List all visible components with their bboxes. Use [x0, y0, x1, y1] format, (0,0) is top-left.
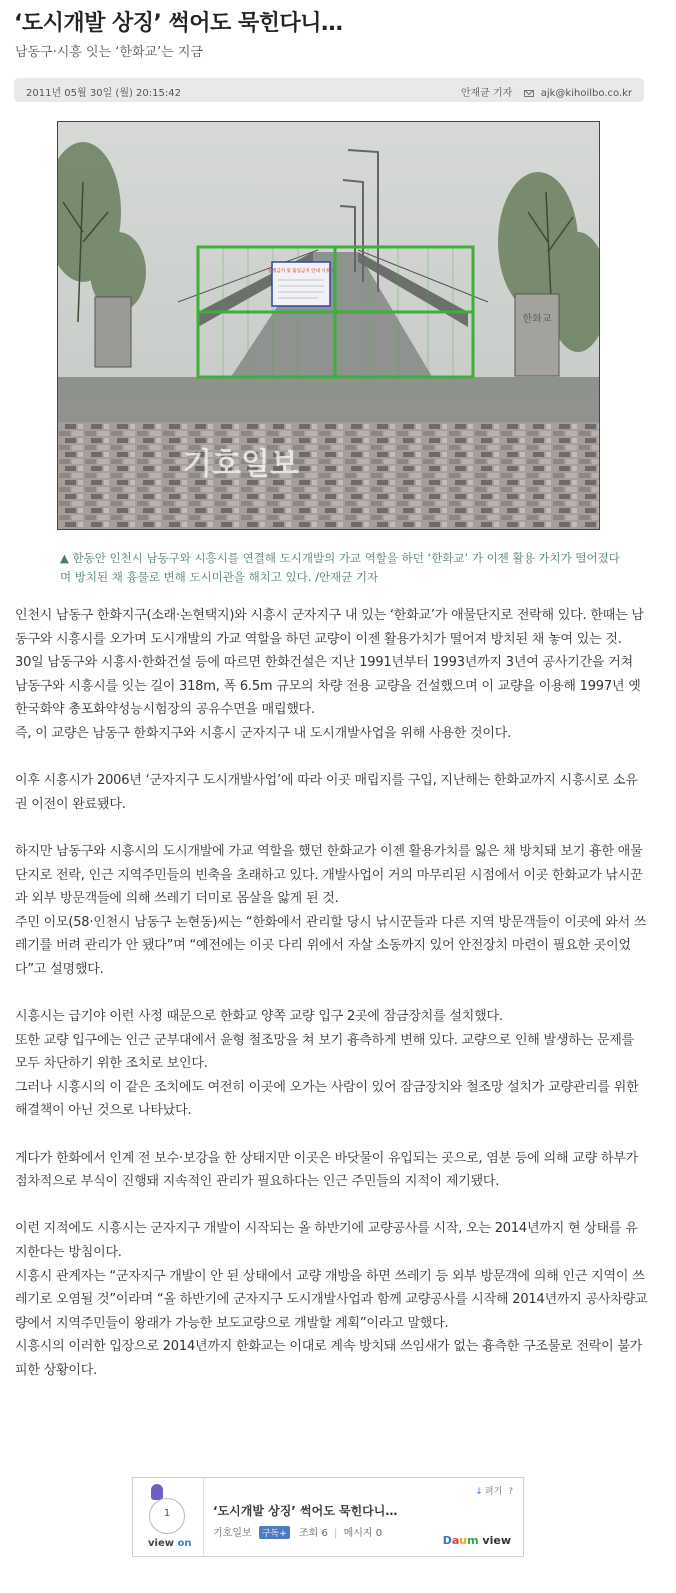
help-icon[interactable]: ?: [508, 1487, 513, 1497]
logo-letter: m: [467, 1534, 479, 1547]
view-on-label: [148, 1538, 191, 1549]
article-paragraph: 하지만 남동구와 시흥시의 도시개발에 가교 역할을 했던 한화교가 이젠 활용가치를 잃은 채 방치돼 보기 흉한 애물단지로 전락, 인근 지역주민들의 빈축을 초래하고 있다. 개발사업이 거의 마무리된 시점에서 이곳 한화교가 낚시꾼과 외부 방문객들에 의해 쓰레기 더미로 몸살을 앓게 된 것. 주민 이모(58·인천시 남동구 논현동)씨는 “한화에서 관리할 당시 낚시꾼들과 다른 지역 방문객들이 이곳에 와서 쓰레기를 버려 관리가 안 됐다”며 “예전에는 이곳 다리 위에서 자살 소동까지 있어 안전장치 마련이 필요한 곳이었다”고 설명했다.: [15, 843, 647, 977]
photo-caption: ▲ 한동안 인천시 남동구와 시흥시를 연결해 도시개발의 가교 역할을 하던 ‘한화교’ 가 이젠 활용 가치가 떨어졌다며 방치된 채 흉물로 변해 도시미관을 해치고 있다. /안재균 기자: [60, 551, 620, 584]
fold-label: 펴기: [484, 1487, 503, 1497]
daum-view-title[interactable]: ‘도시개발 상징’ 썩어도 묵힌다니…: [213, 1504, 398, 1518]
article-paragraph: 이런 지적에도 시흥시는 군자지구 개발이 시작되는 올 하반기에 교량공사를 시작, 오는 2014년까지 현 상태를 유지한다는 방침이다. 시흥시 관계자는 “군자지구 개발이 안 된 상태에서 교량 개방을 하면 쓰레기 등 외부 방문객에 의해 인근 지역이 쓰레기로 오염될 것”이라며 “올 하반기에 군자지구 도시개발사업과 함께 교량공사를 시작해 2014년까지 공사차량교량에서 지역주민들이 왕래가 가능한 보도교량으로 개발할 계획”이라고 말했다. 시흥시의 이러한 입장으로 2014년까지 한화교는 이대로 계속 방치돼 쓰임새가 없는 흉측한 구조물로 전락이 불가피한 상황이다.: [15, 1221, 648, 1378]
article-byline: [461, 84, 632, 99]
article-paragraph: 이후 시흥시가 2006년 ‘군자지구 도시개발사업’에 따라 이곳 매립지를 구입, 지난해는 한화교까지 시흥시로 소유권 이전이 완료됐다.: [15, 773, 638, 812]
daum-view-logo[interactable]: [443, 1534, 511, 1547]
article-meta-bar: [14, 78, 644, 102]
article-photo: [57, 121, 600, 530]
daum-view-count: 조회 6: [298, 1528, 328, 1539]
gate-sign-text: 통행금지 및 출입금지 안내 시흥시: [267, 269, 335, 274]
article-author: 안재균 기자: [460, 88, 513, 99]
post-sign-text: 한화교: [522, 314, 552, 325]
article-subtitle: 남동구·시흥 잇는 ‘한화교’는 지금: [15, 45, 204, 60]
daum-source[interactable]: 기호일보: [213, 1528, 252, 1539]
logo-letter: u: [459, 1534, 468, 1547]
mail-icon: [524, 90, 534, 97]
article-body: [15, 604, 648, 1383]
daum-view-widget: [132, 1477, 524, 1557]
photo-watermark: 기호일보: [183, 447, 299, 482]
article-paragraph: 인천시 남동구 한화지구(소래·논현택지)와 시흥시 군자지구 내 있는 ‘한화교’가 애물단지로 전락해 있다. 한때는 남동구와 시흥시를 오가며 도시개발의 가교 역할을 하던 교량이 이젠 활용가치가 떨어져 방치된 채 놓여 있는 것. 30일 남동구와 시흥시·한화건설 등에 따르면 한화건설은 지난 1991년부터 1993년까지 3년여 공사기간을 거쳐 남동구와 시흥시를 잇는 길이 318m, 폭 6.5m 규모의 차량 전용 교량을 건설했으며 이 교량을 이용해 1997년 옛 한국화약 총포화약성능시험장의 공유수면을 매립했다. 즉, 이 교량은 남동구 한화지구와 시흥시 군자지구 내 도시개발사업을 위해 사용한 것이다.: [15, 608, 644, 741]
view-on-accent: on: [177, 1538, 192, 1549]
daum-recommend-button[interactable]: [133, 1478, 204, 1556]
daum-fold-toggle[interactable]: [475, 1484, 513, 1497]
author-email-link[interactable]: ajk@kihoilbo.co.kr: [540, 88, 632, 99]
logo-letter: a: [451, 1534, 460, 1547]
article-paragraph: 시흥시는 급기야 이런 사정 때문으로 한화교 양쪽 교량 입구 2곳에 잠금장치를 설치했다. 또한 교량 입구에는 인근 군부대에서 윤형 철조망을 쳐 보기 흉측하게 변해 있다. 교량으로 인해 발생하는 문제를 모두 차단하기 위한 조치로 보인다. 그러나 시흥시의 이 같은 조치에도 여전히 이곳에 오가는 사람이 있어 잠금장치와 철조망 설치가 교량관리를 위한 해결책이 아닌 것으로 나타났다.: [15, 1009, 639, 1119]
fold-arrow-icon: ↓: [475, 1487, 483, 1497]
article-paragraph: 게다가 한화에서 인계 전 보수·보강을 한 상태지만 이곳은 바닷물이 유입되는 곳으로, 염분 등에 의해 교량 하부가 점차적으로 부식이 진행돼 지속적인 관리가 필요하다는 인근 주민들의 지적이 제기됐다.: [15, 1150, 638, 1190]
view-on-text: view: [148, 1538, 174, 1549]
article-date: 2011년 05월 30일 (월) 20:15:42: [26, 88, 181, 99]
hand-pointer-icon: [151, 1484, 163, 1500]
daum-message-count: 메시지 0: [343, 1528, 383, 1539]
logo-word: view: [478, 1534, 511, 1547]
subscribe-button[interactable]: 구독+: [259, 1526, 290, 1539]
recommend-count: 1: [163, 1508, 171, 1519]
daum-view-meta: 기호일보 구독+ 조회 6 | 메시지 0: [213, 1528, 383, 1539]
logo-letter: D: [442, 1534, 452, 1547]
article-headline: ‘도시개발 상징’ 썩어도 묵힌다니…: [14, 11, 343, 36]
